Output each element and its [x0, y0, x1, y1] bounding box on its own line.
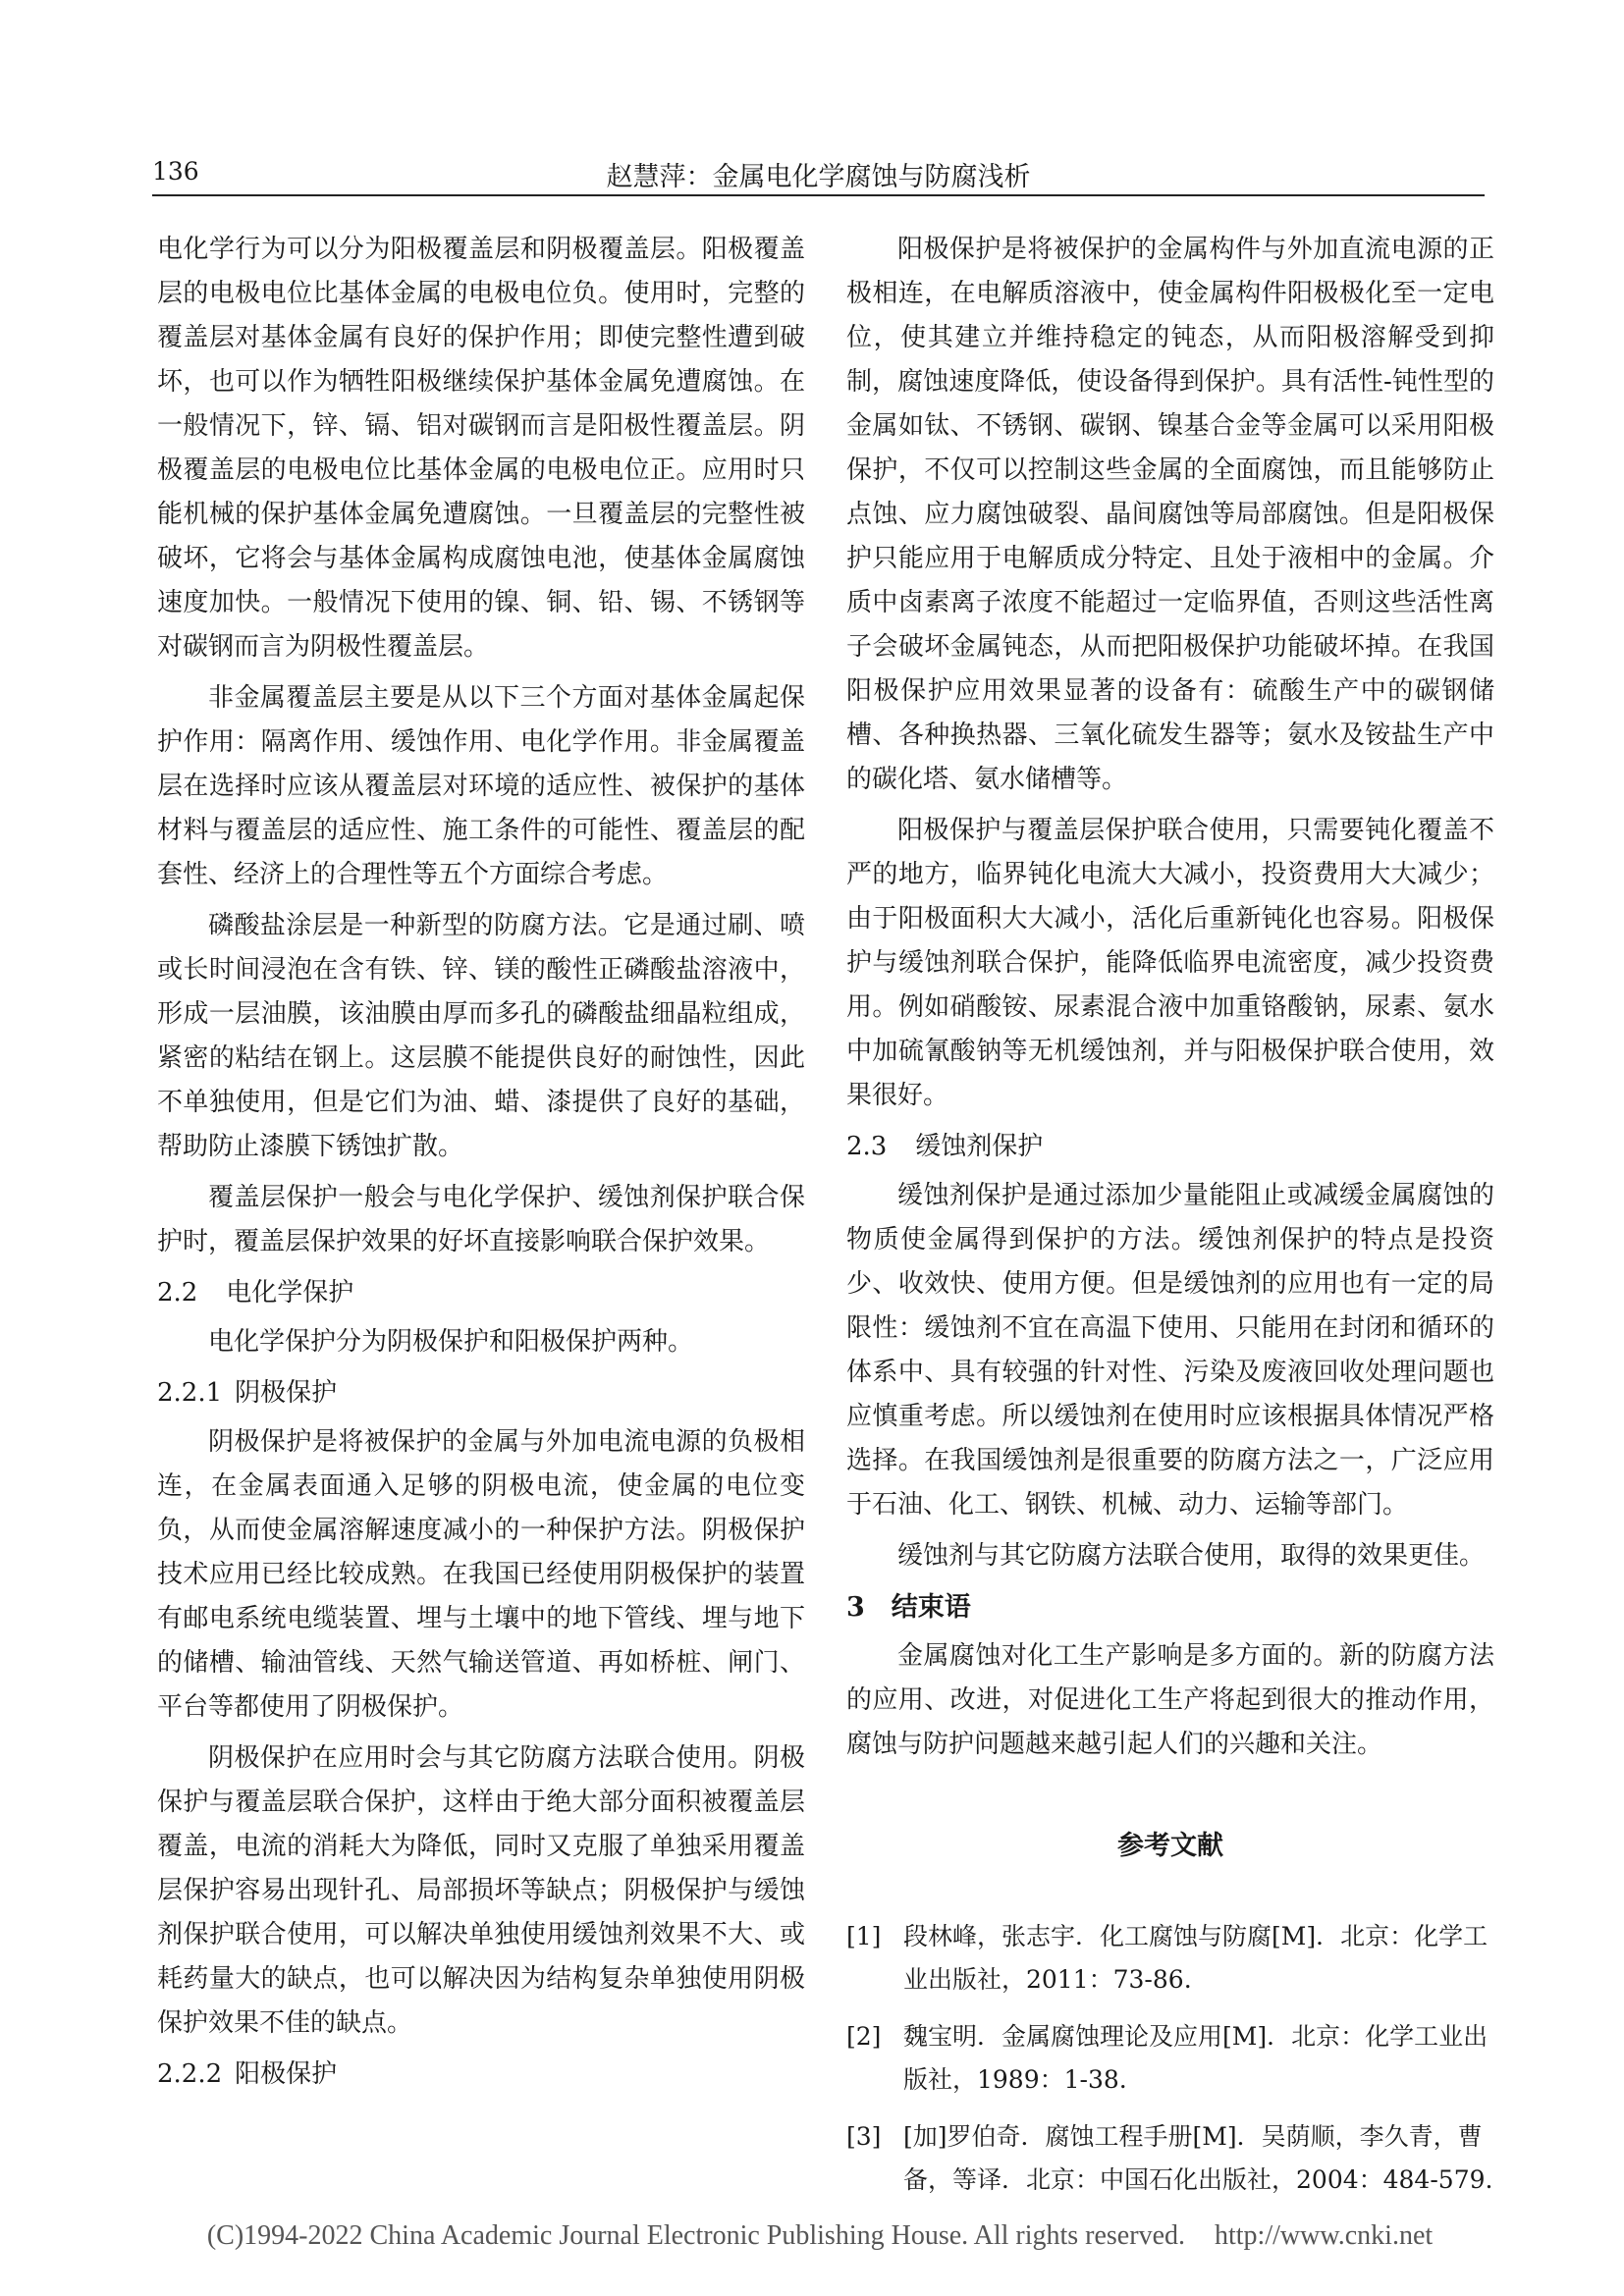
section-number: 2.2.2 — [157, 2059, 223, 2089]
reference-text: [加]罗伯奇．腐蚀工程手册[M]．吴荫顺，李久青，曹备，等译．北京：中国石化出版社，2004：484-579. — [903, 2122, 1493, 2194]
copyright-notice: (C)1994-2022 China Academic Journal Electronic Publishing House. All rights reserved. — [206, 2220, 1185, 2251]
reference-list — [846, 1915, 1494, 2202]
page-footer — [54, 2220, 1586, 2252]
section-heading-2-2-1 — [157, 1371, 805, 1415]
section-number: 2.2.1 — [157, 1378, 223, 1408]
reference-item — [846, 2115, 1494, 2202]
paragraph: 电化学行为可以分为阳极覆盖层和阴极覆盖层。阳极覆盖层的电极电位比基体金属的电极电位负。使用时，完整的覆盖层对基体金属有良好的保护作用；即使完整性遭到破坏，也可以作为牺牲阳极继续保护基体金属免遭腐蚀。在一般情况下，锌、镉、铝对碳钢而言是阳极性覆盖层。阴极覆盖层的电极电位比基体金属的电极电位正。应用时只能机械的保护基体金属免遭腐蚀。一旦覆盖层的完整性被破坏，它将会与基体金属构成腐蚀电池，使基体金属腐蚀速度加快。一般情况下使用的镍、铜、铅、锡、不锈钢等对碳钢而言为阴极性覆盖层。 — [157, 235, 805, 662]
paragraph: 覆盖层保护一般会与电化学保护、缓蚀剂保护联合保护时，覆盖层保护效果的好坏直接影响联合保护效果。 — [157, 1183, 805, 1256]
section-title: 阳极保护 — [235, 2059, 338, 2089]
reference-number: [3] — [846, 2122, 882, 2151]
paragraph: 阴极保护在应用时会与其它防腐方法联合使用。阴极保护与覆盖层联合保护，这样由于绝大部分面积被覆盖层覆盖，电流的消耗大为降低，同时又克服了单独采用覆盖层保护容易出现针孔、局部损坏等缺点；阴极保护与缓蚀剂保护联合使用，可以解决单独使用缓蚀剂效果不大、或耗药量大的缺点，也可以解决因为结构复杂单独使用阴极保护效果不佳的缺点。 — [157, 1743, 805, 2038]
section-heading-2-3 — [846, 1125, 1494, 1169]
reference-number: [1] — [846, 1922, 882, 1950]
section-number: 2.3 — [846, 1132, 888, 1161]
paragraph: 阴极保护是将被保护的金属与外加电流电源的负极相连，在金属表面通入足够的阴极电流，使金属的电位变负，从而使金属溶解速度减小的一种保护方法。阴极保护技术应用已经比较成熟。在我国已经使用阴极保护的装置有邮电系统电缆装置、埋与土壤中的地下管线、埋与地下的储槽、输油管线、天然气输送管道、再如桥桩、闸门、平台等都使用了阴极保护。 — [157, 1427, 805, 1722]
left-column — [157, 228, 805, 2102]
paragraph: 阳极保护与覆盖层保护联合使用，只需要钝化覆盖不严的地方，临界钝化电流大大减小，投资费用大大减少；由于阳极面积大大减小，活化后重新钝化也容易。阳极保护与缓蚀剂联合保护，能降低临界电流密度，减少投资费用。例如硝酸铵、尿素混合液中加重铬酸钠，尿素、氨水中加硫氰酸钠等无机缓蚀剂，并与阳极保护联合使用，效果很好。 — [846, 816, 1494, 1110]
section-title: 电化学保护 — [226, 1278, 354, 1308]
paragraph: 磷酸盐涂层是一种新型的防腐方法。它是通过刷、喷或长时间浸泡在含有铁、锌、镁的酸性正磷酸盐溶液中，形成一层油膜，该油膜由厚而多孔的磷酸盐细晶粒组成，紧密的粘结在钢上。这层膜不能提供良好的耐蚀性，因此不单独使用，但是它们为油、蜡、漆提供了良好的基础，帮助防止漆膜下锈蚀扩散。 — [157, 911, 805, 1161]
paragraph: 金属腐蚀对化工生产影响是多方面的。新的防腐方法的应用、改进，对促进化工生产将起到很大的推动作用，腐蚀与防护问题越来越引起人们的兴趣和关注。 — [846, 1641, 1494, 1759]
reference-item — [846, 1915, 1494, 2002]
header-divider — [152, 194, 1485, 196]
page-number: 136 — [152, 157, 199, 186]
reference-text: 段林峰，张志宇．化工腐蚀与防腐[M]．北京：化学工业出版社，2011：73-86. — [903, 1922, 1489, 1994]
paragraph: 缓蚀剂保护是通过添加少量能阻止或减缓金属腐蚀的物质使金属得到保护的方法。缓蚀剂保护的特点是投资少、收效快、使用方便。但是缓蚀剂的应用也有一定的局限性：缓蚀剂不宜在高温下使用、只能用在封闭和循环的体系中、具有较强的针对性、污染及废液回收处理问题也应慎重考虑。所以缓蚀剂在使用时应该根据具体情况严格选择。在我国缓蚀剂是很重要的防腐方法之一，广泛应用于石油、化工、钢铁、机械、动力、运输等部门。 — [846, 1181, 1494, 1520]
section-title: 缓蚀剂保护 — [915, 1132, 1044, 1161]
right-column — [846, 228, 1494, 2216]
footer-url: http://www.cnki.net — [1215, 2220, 1434, 2251]
paragraph: 非金属覆盖层主要是从以下三个方面对基体金属起保护作用：隔离作用、缓蚀作用、电化学作用。非金属覆盖层在选择时应该从覆盖层对环境的适应性、被保护的基体材料与覆盖层的适应性、施工条件的可能性、覆盖层的配套性、经济上的合理性等五个方面综合考虑。 — [157, 683, 805, 889]
paragraph: 阳极保护是将被保护的金属构件与外加直流电源的正极相连，在电解质溶液中，使金属构件阳极极化至一定电位，使其建立并维持稳定的钝态，从而阳极溶解受到抑制，腐蚀速度降低，使设备得到保护。具有活性-钝性型的金属如钛、不锈钢、碳钢、镍基合金等金属可以采用阳极保护，不仅可以控制这些金属的全面腐蚀，而且能够防止点蚀、应力腐蚀破裂、晶间腐蚀等局部腐蚀。但是阳极保护只能应用于电解质成分特定、且处于液相中的金属。介质中卤素离子浓度不能超过一定临界值，否则这些活性离子会破坏金属钝态，从而把阳极保护功能破坏掉。在我国阳极保护应用效果显著的设备有：硫酸生产中的碳钢储槽、各种换热器、三氧化硫发生器等；氨水及铵盐生产中的碳化塔、氨水储槽等。 — [846, 235, 1494, 794]
paragraph: 电化学保护分为阴极保护和阳极保护两种。 — [208, 1327, 694, 1357]
reference-text: 魏宝明．金属腐蚀理论及应用[M]．北京：化学工业出版社，1989：1-38. — [903, 2022, 1489, 2094]
section-heading-2-2 — [157, 1271, 805, 1315]
running-title: 赵慧萍：金属电化学腐蚀与防腐浅析 — [606, 162, 1031, 192]
reference-number: [2] — [846, 2022, 882, 2051]
section-heading-3 — [846, 1585, 1494, 1629]
paragraph: 缓蚀剂与其它防腐方法联合使用，取得的效果更佳。 — [897, 1541, 1486, 1571]
reference-item — [846, 2015, 1494, 2102]
page-header — [152, 153, 1485, 192]
references-title: 参考文献 — [1117, 1831, 1223, 1861]
section-heading-2-2-2 — [157, 2053, 805, 2097]
section-number: 3 — [846, 1592, 865, 1623]
section-number: 2.2 — [157, 1278, 198, 1308]
section-title: 阴极保护 — [235, 1378, 338, 1408]
section-title: 结束语 — [891, 1592, 971, 1623]
